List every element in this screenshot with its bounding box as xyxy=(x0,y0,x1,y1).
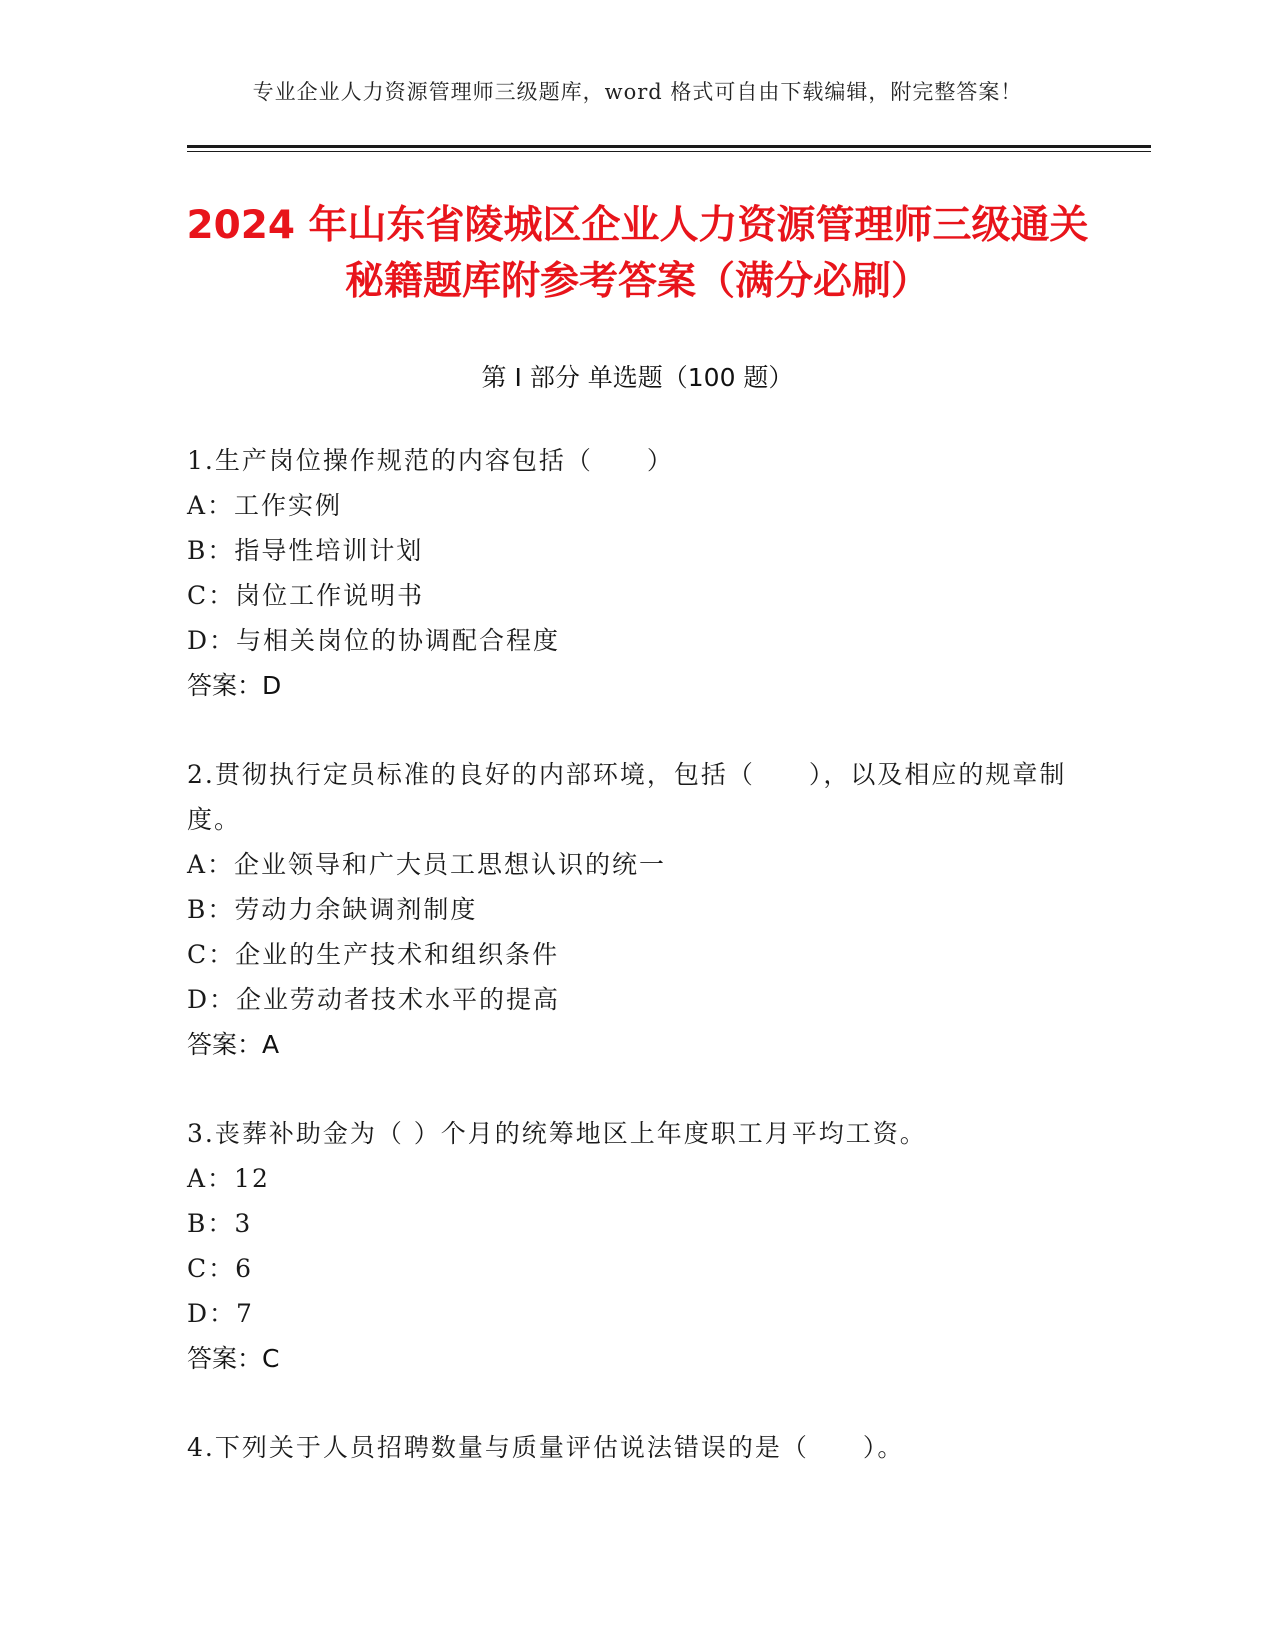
option-a: A：12 xyxy=(187,1164,270,1193)
option-d: D：与相关岗位的协调配合程度 xyxy=(187,626,561,655)
question-3 xyxy=(187,1111,1067,1381)
option-c: C：企业的生产技术和组织条件 xyxy=(187,940,560,969)
option-a: A：企业领导和广大员工思想认识的统一 xyxy=(187,850,667,879)
option-b: B：劳动力余缺调剂制度 xyxy=(187,895,478,924)
question-stem: 3.丧葬补助金为（ ）个月的统筹地区上年度职工月平均工资。 xyxy=(187,1119,927,1148)
option-b: B：指导性培训计划 xyxy=(187,536,424,565)
option-d: D：7 xyxy=(187,1299,254,1328)
answer: 答案：D xyxy=(187,671,282,700)
question-stem: 4.下列关于人员招聘数量与质量评估说法错误的是（ ）。 xyxy=(187,1433,905,1462)
question-4 xyxy=(187,1425,1067,1470)
document-title: 2024 年山东省陵城区企业人力资源管理师三级通关秘籍题库附参考答案（满分必刷） xyxy=(186,203,1089,304)
header-note: 专业企业人力资源管理师三级题库，word 格式可自由下载编辑，附完整答案！ xyxy=(252,80,1023,104)
option-d: D：企业劳动者技术水平的提高 xyxy=(187,985,561,1014)
header-rule-thin xyxy=(187,151,1151,152)
question-stem: 1.生产岗位操作规范的内容包括（ ） xyxy=(187,446,674,475)
answer: 答案：A xyxy=(187,1030,280,1059)
question-2 xyxy=(187,752,1067,1067)
option-b: B：3 xyxy=(187,1209,253,1238)
section-title: 第 I 部分 单选题（100 题） xyxy=(481,363,794,392)
option-c: C：6 xyxy=(187,1254,254,1283)
question-list xyxy=(187,438,1067,1514)
header-rule-thick xyxy=(187,145,1151,148)
question-1 xyxy=(187,438,1067,708)
option-a: A：工作实例 xyxy=(187,491,343,520)
answer: 答案：C xyxy=(187,1344,280,1373)
question-stem: 2.贯彻执行定员标准的良好的内部环境，包括（ ），以及相应的规章制度。 xyxy=(187,760,1067,834)
option-c: C：岗位工作说明书 xyxy=(187,581,425,610)
